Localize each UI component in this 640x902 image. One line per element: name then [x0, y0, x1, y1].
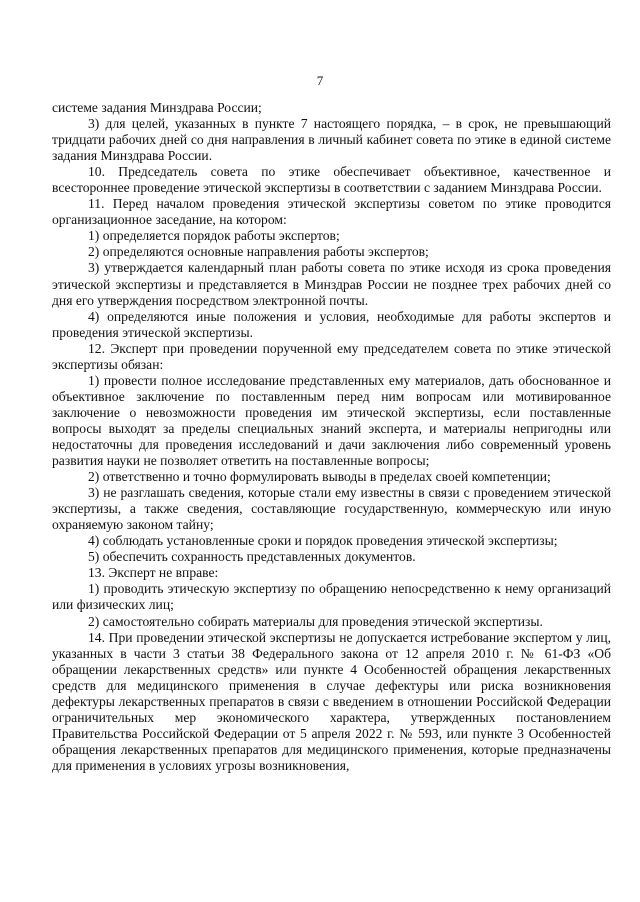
list-item-9-3: 3) для целей, указанных в пункте 7 настоящего порядка, – в срок, не превышающий тридцати рабочих дней со дня направления в личный кабинет совета по этике в единой системе задания Минздрава России.	[52, 116, 611, 164]
list-item-12-3: 3) не разглашать сведения, которые стали ему известны в связи с проведением этической экспертизы, а также сведения, составляющие государственную, коммерческую или иную охраняемую законом тайну;	[52, 485, 611, 533]
clause-12: 12. Эксперт при проведении порученной ему председателем совета по этике этической экспертизы обязан:	[52, 340, 611, 372]
list-item-13-2: 2) самостоятельно собирать материалы для проведения этической экспертизы.	[88, 613, 543, 629]
list-item-12-5: 5) обеспечить сохранность представленных документов.	[88, 549, 416, 565]
list-item-11-1: 1) определяется порядок работы экспертов;	[88, 228, 340, 244]
clause-14: 14. При проведении этической экспертизы не допускается истребование экспертом у лиц, указанных в части 3 статьи 38 Федерального закона от 12 апреля 2010 г. № 61-ФЗ «Об обращении лекарственных средств» или пункте 4 Особенностей обращения лекарственных средств для медицинского применения в случае дефектуры или риска возникновения дефектуры лекарственных препаратов в связи с введением в отношении Российской Федерации ограничительных мер экономического характера, утвержденных постановлением Правительства Российской Федерации от 5 апреля 2022 г. № 593, или пункте 3 Особенностей обращения лекарственных препаратов для медицинского применения, которые предназначены для применения в условиях угрозы возникновения,	[52, 629, 611, 773]
paragraph-continuation: системе задания Минздрава России;	[52, 100, 262, 115]
list-item-11-3: 3) утверждается календарный план работы совета по этике исходя из срока проведения этической экспертизы и представляется в Минздрав России не позднее трех рабочих дней со дня его утверждения посредством электронной почты.	[52, 260, 611, 308]
list-item-11-2: 2) определяются основные направления работы экспертов;	[88, 244, 429, 260]
clause-10: 10. Председатель совета по этике обеспечивает объективное, качественное и всестороннее проведение этической экспертизы в соответствии с заданием Минздрава России.	[52, 164, 611, 196]
page-number: 7	[316, 73, 324, 88]
list-item-11-4: 4) определяются иные положения и условия, необходимые для работы экспертов и проведения этической экспертизы.	[52, 308, 611, 340]
clause-13: 13. Эксперт не вправе:	[88, 565, 219, 581]
document-body	[52, 100, 611, 774]
list-item-12-4: 4) соблюдать установленные сроки и порядок проведения этической экспертизы;	[88, 533, 558, 549]
list-item-12-1: 1) провести полное исследование представленных ему материалов, дать обоснованное и объективное заключение по поставленным перед ним вопросам или мотивированное заключение о невозможности проведения им этической экспертизы, если поставленные вопросы выходят за пределы специальных знаний эксперта, и материалы непригодны или недостаточны для проведения исследований и дачи заключения либо современный уровень развития науки не позволяет ответить на поставленные вопросы;	[52, 372, 611, 469]
list-item-12-2: 2) ответственно и точно формулировать выводы в пределах своей компетенции;	[88, 469, 551, 485]
list-item-13-1: 1) проводить этическую экспертизу по обращению непосредственно к нему организаций или физических лиц;	[52, 581, 611, 613]
clause-11: 11. Перед началом проведения этической экспертизы советом по этике проводится организационное заседание, на котором:	[52, 196, 611, 228]
